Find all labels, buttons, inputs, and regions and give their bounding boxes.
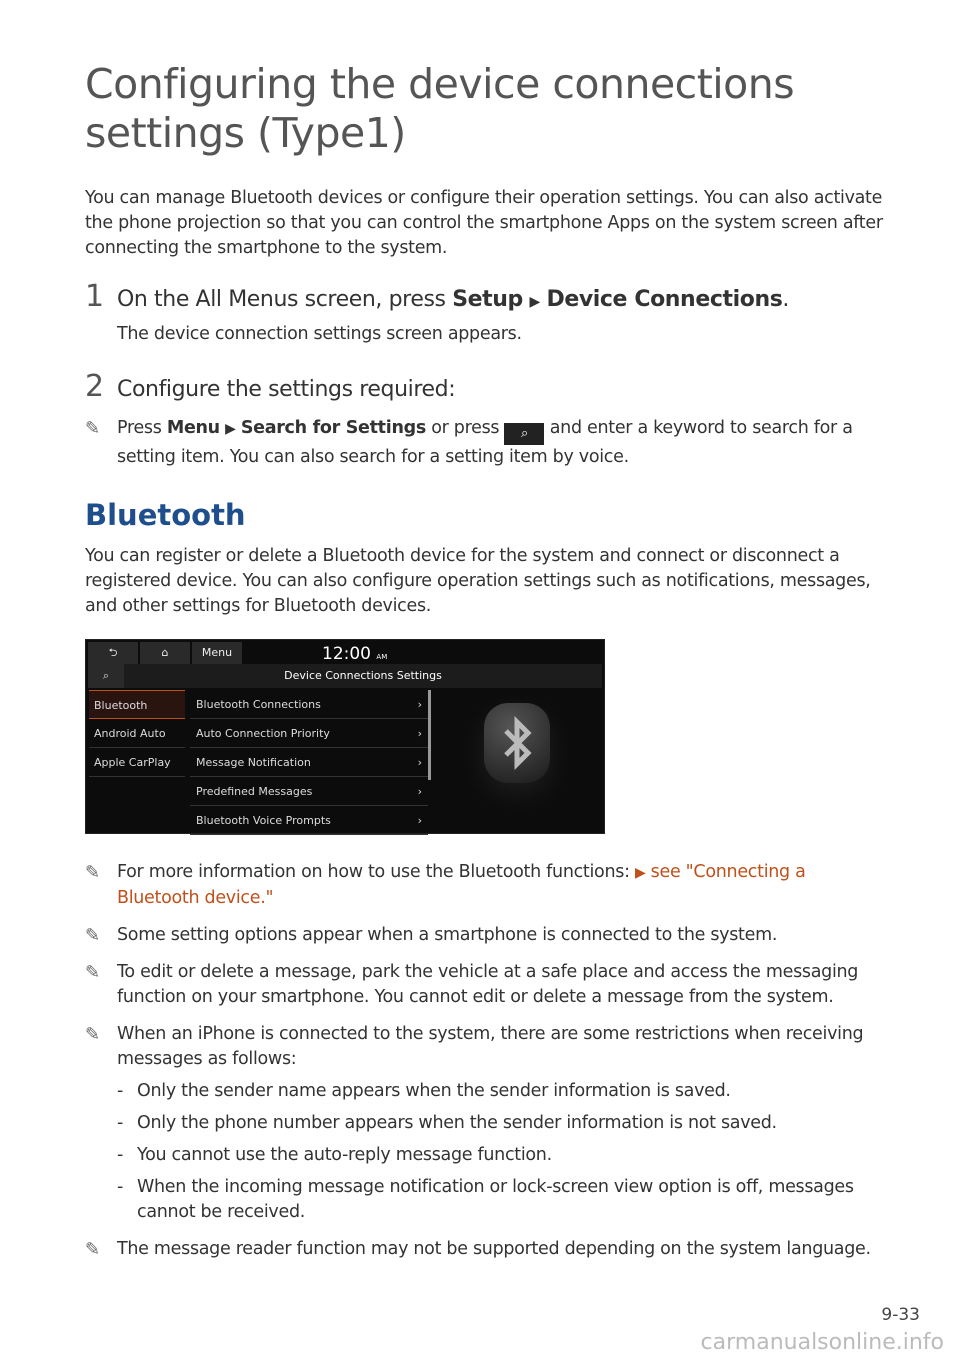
- chevron-right-icon: ›: [417, 814, 422, 827]
- note-1: [85, 860, 885, 911]
- tab-bluetooth: Bluetooth: [89, 690, 185, 719]
- list-item: - You cannot use the auto-reply message function.: [117, 1143, 885, 1168]
- period: .: [782, 287, 790, 312]
- step-1: [85, 279, 885, 314]
- step-2: [85, 369, 885, 404]
- step-text: Configure the settings required:: [117, 377, 456, 402]
- pencil-note-icon: ✎: [85, 925, 100, 946]
- clock: [244, 642, 602, 664]
- menu-label: Menu: [166, 418, 220, 438]
- item-label: Bluetooth Connections: [196, 698, 321, 711]
- pencil-note-icon: ✎: [85, 862, 100, 883]
- bluetooth-icon: [484, 703, 550, 783]
- pencil-note-icon: ✎: [85, 1239, 100, 1260]
- note-text: To edit or delete a message, park the vehicle at a safe place and access the messaging function on your smartphone. You cannot edit or delete a message from the system.: [117, 962, 859, 1007]
- cross-reference-link[interactable]: see "Connecting a Bluetooth device.": [117, 862, 806, 908]
- back-icon: ⮌: [88, 642, 138, 664]
- search-settings-label: Search for Settings: [240, 418, 426, 438]
- chevron-right-icon: ›: [417, 785, 422, 798]
- note-text: and enter a keyword to search for a setting item. You can also search for a setting item by voice.: [117, 418, 853, 467]
- item-label: Auto Connection Priority: [196, 727, 330, 740]
- tab-apple-carplay: Apple CarPlay: [89, 748, 185, 777]
- arrow-right-icon: ▶: [225, 421, 236, 437]
- step-number: 2: [85, 369, 105, 404]
- note-text: The message reader function may not be supported depending on the system language.: [117, 1239, 871, 1259]
- item-label: Message Notification: [196, 756, 311, 769]
- item-text: Only the sender name appears when the sender information is saved.: [137, 1081, 731, 1101]
- home-icon: ⌂: [140, 642, 190, 664]
- setup-label: Setup: [452, 287, 523, 312]
- device-connections-label: Device Connections: [546, 287, 783, 312]
- search-icon: ⌕: [504, 423, 544, 445]
- pencil-note-icon: ✎: [85, 1024, 100, 1045]
- pencil-note-icon: ✎: [85, 418, 100, 439]
- item-text: You cannot use the auto-reply message function.: [137, 1145, 552, 1165]
- menu-button: Menu: [192, 642, 242, 664]
- intro-text: You can manage Bluetooth devices or configure their operation settings. You can also activate the phone projection so that you can control the smartphone Apps on the system screen after connecting the smartphone to the system.: [85, 188, 883, 258]
- section-heading: Bluetooth: [85, 498, 246, 532]
- note-4: [85, 1022, 885, 1225]
- note-text: For more information on how to use the Bluetooth functions:: [117, 862, 635, 882]
- page-number: 9-33: [881, 1305, 920, 1325]
- list-item: - Only the phone number appears when the sender information is not saved.: [117, 1111, 885, 1136]
- search-icon: ⌕: [88, 664, 124, 688]
- note-text: or press: [425, 418, 505, 438]
- step-number: 1: [85, 279, 105, 314]
- note-text: Press: [117, 418, 167, 438]
- note-text: Some setting options appear when a smartphone is connected to the system.: [117, 925, 778, 945]
- arrow-right-icon: ▶: [529, 294, 540, 310]
- note-search: [85, 416, 885, 470]
- clock-ampm: AM: [376, 653, 388, 661]
- item-label: Predefined Messages: [196, 785, 313, 798]
- arrow-right-icon: ▶: [634, 865, 646, 881]
- list-item: [190, 777, 428, 806]
- chevron-right-icon: ›: [417, 727, 422, 740]
- item-label: Bluetooth Voice Prompts: [196, 814, 331, 827]
- list-item: - When the incoming message notification or lock-screen view option is off, messages cannot be received.: [117, 1175, 885, 1225]
- clock-time: 12:00: [322, 644, 371, 664]
- item-text: When the incoming message notification or lock-screen view option is off, messages cannot be received.: [137, 1177, 854, 1222]
- list-item: [190, 806, 428, 835]
- chevron-right-icon: ›: [417, 698, 422, 711]
- list-item: [190, 690, 428, 719]
- pencil-note-icon: ✎: [85, 962, 100, 983]
- step-1-result: The device connection settings screen appears.: [117, 324, 522, 344]
- note-3: [85, 960, 885, 1010]
- screen-title: Device Connections Settings: [284, 669, 442, 682]
- device-screen-image: [85, 639, 605, 834]
- page-title: Configuring the device connections settings (Type1): [85, 60, 795, 157]
- scrollbar: [428, 690, 431, 780]
- item-text: Only the phone number appears when the sender information is not saved.: [137, 1113, 777, 1133]
- list-item: [190, 719, 428, 748]
- tab-android-auto: Android Auto: [89, 719, 185, 748]
- note-5: [85, 1237, 885, 1262]
- chevron-right-icon: ›: [417, 756, 422, 769]
- section-text: You can register or delete a Bluetooth device for the system and connect or disconnect a registered device. You can also configure operation settings such as notifications, messages, and other settings for Bluetooth devices.: [85, 546, 871, 616]
- list-item: - Only the sender name appears when the sender information is saved.: [117, 1079, 885, 1104]
- watermark: carmanualsonline.info: [700, 1330, 944, 1355]
- note-2: [85, 923, 885, 948]
- note-text: When an iPhone is connected to the system, there are some restrictions when receiving messages as follows:: [117, 1024, 864, 1069]
- list-item: [190, 748, 428, 777]
- step-text: On the All Menus screen, press: [117, 287, 453, 312]
